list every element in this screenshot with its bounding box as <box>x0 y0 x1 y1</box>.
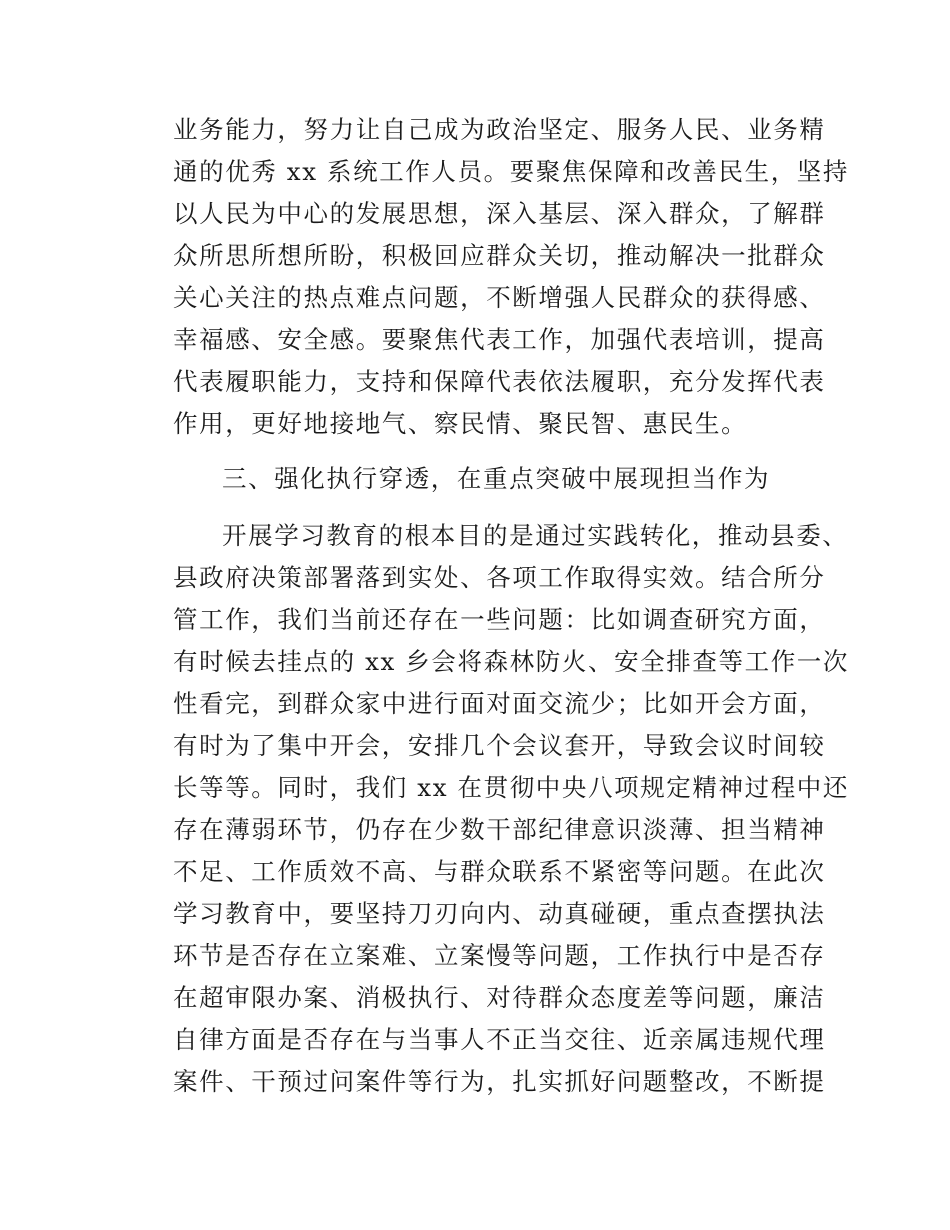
paragraph-line: 性看完，到群众家中进行面对面交流少；比如开会方面， <box>173 689 826 718</box>
paragraph-line: 关心关注的热点难点问题，不断增强人民群众的获得感、 <box>173 283 826 312</box>
paragraph-line: 自律方面是否存在与当事人不正当交往、近亲属违规代理 <box>173 1025 826 1054</box>
paragraph-line: 学习教育中，要坚持刀刃向内、动真碰硬，重点查摆执法 <box>173 899 826 928</box>
paragraph-line: 案件、干预过问案件等行为，扎实抓好问题整改，不断提 <box>173 1067 826 1096</box>
paragraph-line: 业务能力，努力让自己成为政治坚定、服务人民、业务精 <box>173 115 826 144</box>
paragraph-line: 以人民为中心的发展思想，深入基层、深入群众，了解群 <box>173 199 826 228</box>
paragraph-line: 众所思所想所盼，积极回应群众关切，推动解决一批群众 <box>173 241 826 270</box>
paragraph-line: 在超审限办案、消极执行、对待群众态度差等问题，廉洁 <box>173 983 826 1012</box>
paragraph-line: 幸福感、安全感。要聚焦代表工作，加强代表培训，提高 <box>173 325 826 354</box>
paragraph-line: 管工作，我们当前还存在一些问题：比如调查研究方面， <box>173 605 826 634</box>
paragraph-line: 有时为了集中开会，安排几个会议套开，导致会议时间较 <box>173 731 826 760</box>
paragraph-line: 县政府决策部署落到实处、各项工作取得实效。结合所分 <box>173 563 826 592</box>
paragraph-line: 有时候去挂点的 xx 乡会将森林防火、安全排查等工作一次 <box>173 647 850 676</box>
paragraph-line: 作用，更好地接地气、察民情、聚民智、惠民生。 <box>173 409 748 438</box>
paragraph-line: 开展学习教育的根本目的是通过实践转化，推动县委、 <box>222 521 849 550</box>
section-heading: 三、强化执行穿透，在重点突破中展现担当作为 <box>222 464 771 493</box>
paragraph-line: 代表履职能力，支持和保障代表依法履职，充分发挥代表 <box>173 367 826 396</box>
paragraph-line: 存在薄弱环节，仍存在少数干部纪律意识淡薄、担当精神 <box>173 815 826 844</box>
paragraph-line: 不足、工作质效不高、与群众联系不紧密等问题。在此次 <box>173 857 826 886</box>
paragraph-line: 长等等。同时，我们 xx 在贯彻中央八项规定精神过程中还 <box>173 773 850 802</box>
paragraph-line: 通的优秀 xx 系统工作人员。要聚焦保障和改善民生，坚持 <box>173 157 850 186</box>
paragraph-line: 环节是否存在立案难、立案慢等问题，工作执行中是否存 <box>173 941 826 970</box>
